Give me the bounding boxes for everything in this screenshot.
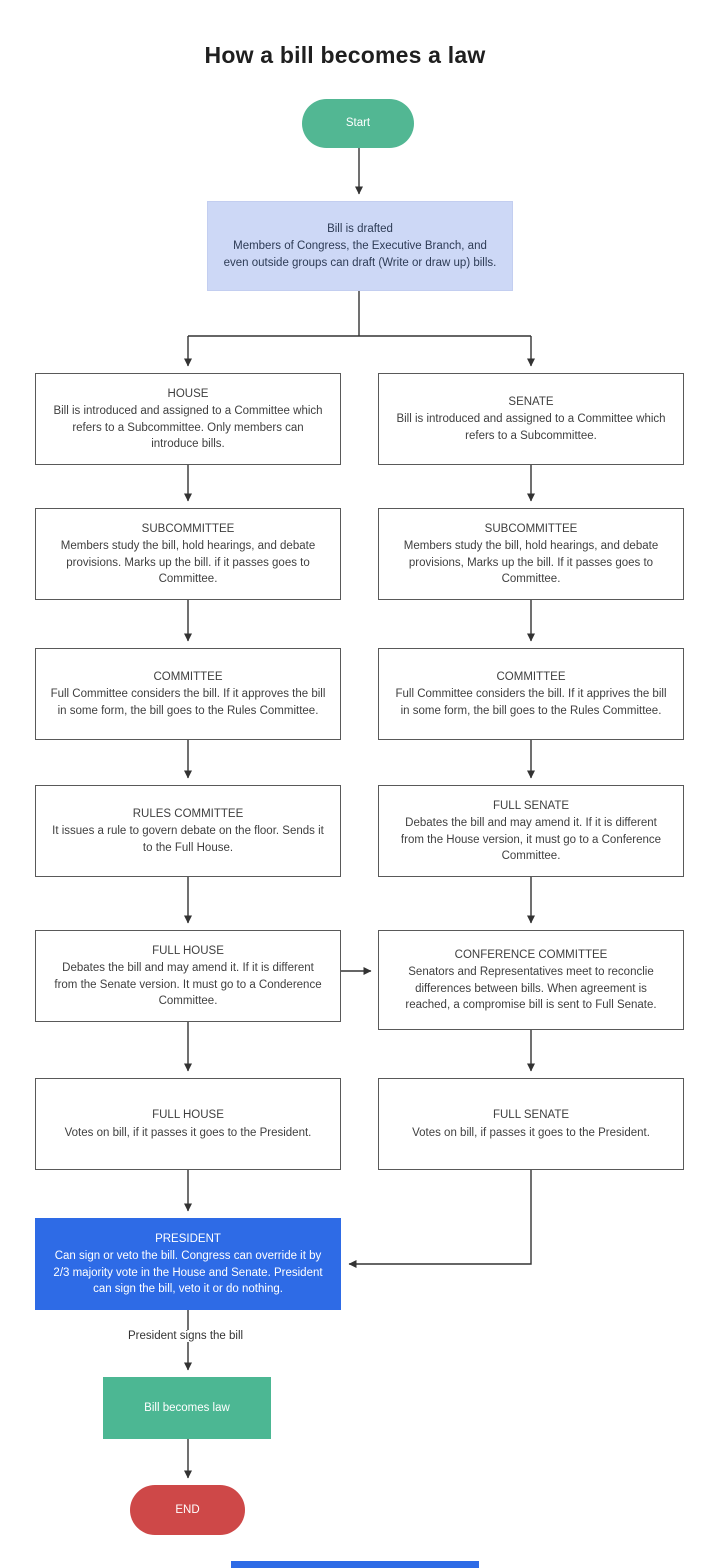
node-senate — [378, 373, 684, 465]
node-house-body: Bill is introduced and assigned to a Committee which refers to a Subcommittee. Only members can introduce bills. — [53, 405, 323, 450]
node-subcommittee-senate — [378, 508, 684, 600]
node-rules-committee-title: RULES COMMITTEE — [132, 808, 244, 820]
node-bill-becomes-law-label: Bill becomes law — [144, 1401, 230, 1414]
node-senate-title: SENATE — [508, 396, 554, 408]
node-senate-body: Bill is introduced and assigned to a Committee which refers to a Subcommittee. — [396, 413, 666, 442]
node-rules-committee-body: It issues a rule to govern debate on the floor. Sends it to the Full House. — [52, 825, 324, 854]
node-subcommittee-house — [35, 508, 341, 600]
node-end-label: END — [175, 1503, 200, 1516]
node-rules-committee — [35, 785, 341, 877]
node-full-house-debates-body: Debates the bill and may amend it. If it is different from the Senate version. It must go to a Conderence Committee. — [54, 962, 322, 1007]
node-full-house-debates — [35, 930, 341, 1022]
node-full-senate-debates — [378, 785, 684, 877]
node-bill-drafted-title: Bill is drafted — [327, 223, 393, 235]
node-house-title: HOUSE — [167, 387, 209, 400]
node-bill-drafted-body: Members of Congress, the Executive Branch, and even outside groups can draft (Write or draw up) bills. — [223, 240, 497, 269]
node-full-house-votes-title: FULL HOUSE — [152, 1109, 224, 1122]
node-committee-senate — [378, 648, 684, 740]
node-conference-committee — [378, 930, 684, 1030]
node-subcommittee-senate-body: Members study the bill, hold hearings, and debate provisions, Marks up the bill. If it passes goes to Committee. — [403, 540, 659, 585]
edge-label-president-signs: President signs the bill — [124, 1330, 247, 1342]
node-president-body: Can sign or veto the bill. Congress can override it by 2/3 majority vote in the House and Senate. President can sign the bill, veto it or do nothing. — [53, 1250, 323, 1295]
node-committee-senate-body: Full Committee considers the bill. If it apprives the bill in some form, the bill goes to the Rules Committee. — [395, 688, 667, 717]
node-bill-becomes-law — [103, 1377, 271, 1439]
node-conference-committee-title: CONFERENCE COMMITTEE — [454, 948, 608, 961]
node-president — [35, 1218, 341, 1310]
node-full-senate-votes-body: Votes on bill, if passes it goes to the President. — [412, 1126, 650, 1139]
node-start — [302, 99, 414, 148]
node-full-senate-debates-title: FULL SENATE — [492, 799, 570, 812]
page-title: How a bill becomes a law — [204, 42, 486, 68]
node-committee-senate-title: COMMITTEE — [496, 671, 566, 683]
node-full-senate-votes — [378, 1078, 684, 1170]
node-subcommittee-house-title: SUBCOMMITTEE — [141, 522, 235, 535]
node-bill-drafted — [207, 201, 513, 291]
node-committee-house — [35, 648, 341, 740]
node-president-title: PRESIDENT — [155, 1232, 221, 1245]
node-full-house-debates-title: FULL HOUSE — [152, 944, 224, 957]
node-committee-house-body: Full Committee considers the bill. If it approves the bill in some form, the bill goes to the Rules Committee. — [50, 688, 326, 717]
node-full-house-votes-body: Votes on bill, if it passes it goes to the President. — [64, 1126, 312, 1139]
node-full-senate-debates-body: Debates the bill and may amend it. If it is different from the House version, it must go to a Conference Committee. — [400, 817, 662, 862]
bottom-blue-strip — [231, 1561, 479, 1568]
node-conference-committee-body: Senators and Representatives meet to reconclie differences between bills. When agreement is reached, a compromise bill is sent to Full Senate. — [405, 966, 657, 1011]
node-end — [130, 1485, 245, 1535]
node-house — [35, 373, 341, 465]
node-subcommittee-senate-title: SUBCOMMITTEE — [484, 522, 578, 535]
node-full-senate-votes-title: FULL SENATE — [492, 1109, 570, 1122]
node-full-house-votes — [35, 1078, 341, 1170]
node-start-label: Start — [345, 117, 371, 130]
node-committee-house-title: COMMITTEE — [153, 671, 223, 683]
node-subcommittee-house-body: Members study the bill, hold hearings, and debate provisions. Marks up the bill. if it passes goes to Committee. — [60, 540, 316, 585]
